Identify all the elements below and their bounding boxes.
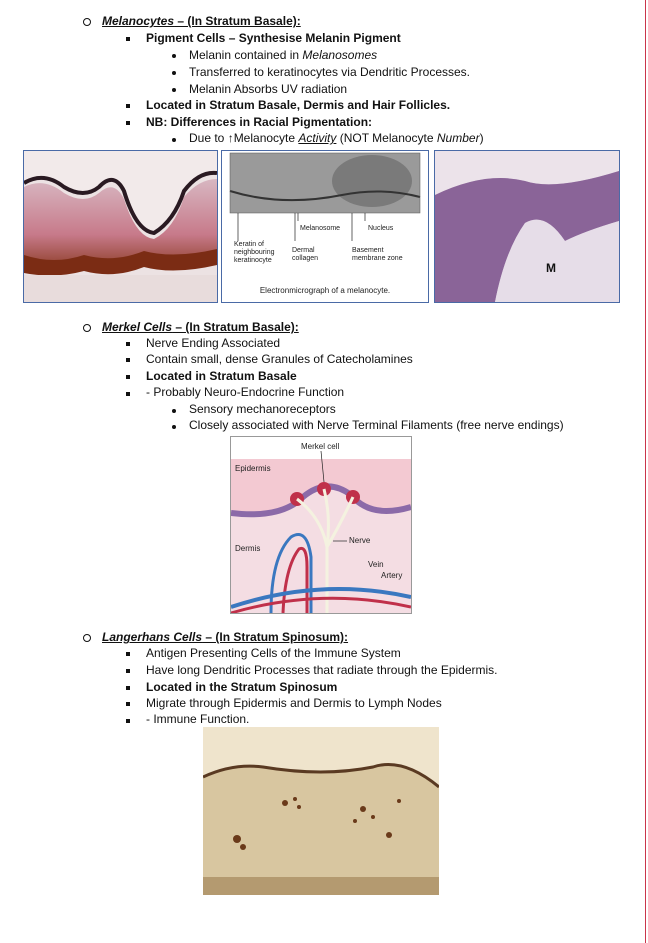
- melanocytes-pigment: Pigment Cells – Synthesise Melanin Pigment: [146, 31, 401, 45]
- merkel-heading: [102, 320, 299, 335]
- langerhans-antigen: Antigen Presenting Cells of the Immune System: [146, 646, 401, 660]
- bullet-square: [126, 702, 130, 706]
- bullet-dot: [172, 409, 176, 413]
- diagram-label-epidermis: Epidermis: [235, 464, 271, 473]
- diagram-label-merkel-cell: Merkel cell: [301, 442, 340, 451]
- bullet-dot: [172, 71, 176, 75]
- diagram-label-dermis: Dermis: [235, 544, 261, 553]
- text: Due to ↑Melanocyte: [189, 131, 299, 145]
- text: Melanin contained in: [189, 48, 303, 62]
- langerhans-migrate: Migrate through Epidermis and Dermis to Lymph Nodes: [146, 696, 442, 710]
- bullet-dot: [172, 54, 176, 58]
- text: (NOT Melanocyte: [336, 131, 437, 145]
- text-number: Number: [436, 131, 480, 145]
- racial-due-to: [189, 131, 484, 146]
- langerhans-micrograph: [203, 727, 439, 895]
- heading-name: Merkel Cells: [102, 320, 173, 334]
- diagram-label-nerve: Nerve: [349, 536, 371, 545]
- diagram-label-vein: Vein: [368, 560, 384, 569]
- melanocytes-nb: NB: Differences in Racial Pigmentation:: [146, 115, 373, 129]
- transferred: Transferred to keratinocytes via Dendritic Processes.: [189, 65, 470, 79]
- merkel-nerve-ending: Nerve Ending Associated: [146, 336, 281, 350]
- em-label-nucleus: Nucleus: [368, 225, 394, 232]
- bullet-square: [126, 392, 130, 396]
- page-margin-line: [645, 0, 646, 943]
- melanocytes-located: Located in Stratum Basale, Dermis and Hair Follicles.: [146, 98, 451, 112]
- em-caption: Electronmicrograph of a melanocyte.: [259, 286, 391, 295]
- melanocytes-heading: [102, 14, 301, 29]
- bullet-square: [126, 121, 130, 125]
- melanin-contained: [189, 48, 377, 63]
- bullet-square: [126, 37, 130, 41]
- heading-name: Melanocytes: [102, 14, 175, 28]
- heading-rest: – (In Stratum Spinosum):: [202, 630, 349, 644]
- bullet-square: [126, 104, 130, 108]
- merkel-closely: Closely associated with Nerve Terminal Filaments (free nerve endings): [189, 418, 564, 432]
- melanocyte-electron-micrograph: [221, 150, 429, 303]
- em-label-melanosome: Melanosome: [300, 225, 341, 232]
- melanocyte-he-micrograph: [434, 150, 620, 303]
- bullet-square: [126, 358, 130, 362]
- merkel-neuro: - Probably Neuro-Endocrine Function: [146, 385, 345, 399]
- merkel-located: Located in Stratum Basale: [146, 369, 297, 383]
- merkel-cell-diagram: [230, 436, 412, 614]
- bullet-square: [126, 686, 130, 690]
- absorbs-uv: Melanin Absorbs UV radiation: [189, 82, 348, 96]
- heading-rest: – (In Stratum Basale):: [174, 14, 301, 28]
- text: ): [479, 131, 484, 145]
- merkel-granules: Contain small, dense Granules of Catecholamines: [146, 352, 413, 366]
- text-activity: Activity: [298, 131, 337, 145]
- bullet-dot: [172, 425, 176, 429]
- section-bullet-circle: [83, 634, 91, 642]
- bullet-square: [126, 669, 130, 673]
- bullet-square: [126, 719, 130, 723]
- merkel-sensory: Sensory mechanoreceptors: [189, 402, 336, 416]
- text-italic: Melanosomes: [302, 48, 378, 62]
- langerhans-located: Located in the Stratum Spinosum: [146, 680, 338, 694]
- langerhans-heading: [102, 630, 348, 645]
- melanocyte-stained-micrograph: [23, 150, 218, 303]
- langerhans-dendritic: Have long Dendritic Processes that radiate through the Epidermis.: [146, 663, 498, 677]
- bullet-square: [126, 652, 130, 656]
- langerhans-immune: - Immune Function.: [146, 712, 250, 726]
- diagram-label-artery: Artery: [381, 571, 403, 580]
- em-label-basement: Basement membrane zone: [352, 247, 403, 262]
- bullet-square: [126, 375, 130, 379]
- section-bullet-circle: [83, 18, 91, 26]
- micrograph-label-m: M: [546, 261, 556, 275]
- em-label-dermal-collagen: Dermal collagen: [292, 247, 319, 262]
- heading-rest: – (In Stratum Basale):: [172, 320, 299, 334]
- heading-name: Langerhans Cells: [102, 630, 203, 644]
- bullet-square: [126, 342, 130, 346]
- em-label-keratin: Keratin of neighbouring keratinocyte: [234, 241, 275, 264]
- bullet-dot: [172, 88, 176, 92]
- bullet-dot: [172, 138, 176, 142]
- section-bullet-circle: [83, 324, 91, 332]
